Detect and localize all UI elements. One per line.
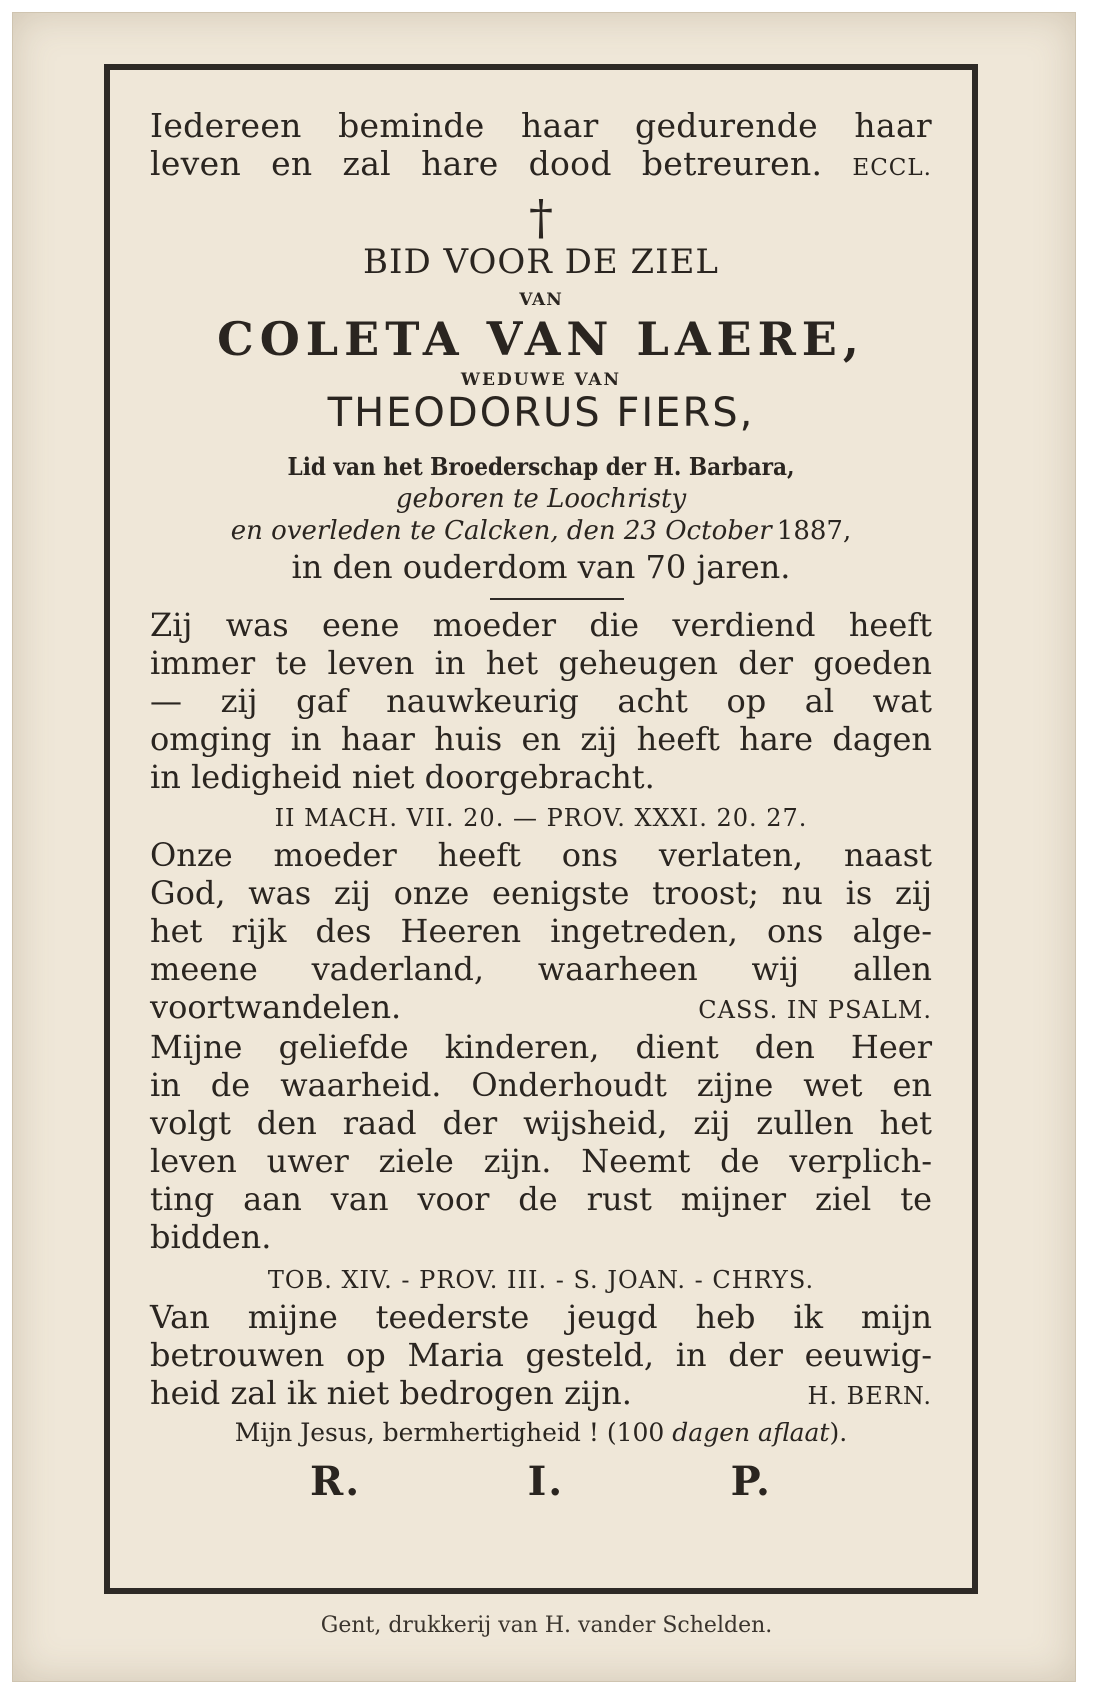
prayer-line — [150, 1418, 932, 1447]
epigraph-line-1: Iedereen beminde haar gedurende haar — [150, 106, 932, 145]
passage-1-reference: II MACH. VII. 20. — PROV. XXXI. 20. 27. — [274, 804, 808, 832]
passage-2-line: voortwandelen. — [150, 988, 402, 1026]
printer-imprint: Gent, drukkerij van H. vander Schelden. — [320, 1613, 773, 1638]
rip-letter: R. — [310, 1458, 362, 1505]
passage-2-line: het rijk des Heeren ingetreden, ons alge- — [150, 912, 932, 950]
passage-4-reference: H. BERN. — [807, 1382, 932, 1410]
passage-4-last-line — [150, 1374, 932, 1412]
age-line: in den ouderdom van 70 jaren. — [291, 548, 791, 586]
widow-of-label: WEDUWE VAN — [460, 370, 622, 390]
passage-2-line: Onze moeder heeft ons verlaten, naast — [150, 836, 932, 874]
passage-2-reference: CASS. IN PSALM. — [698, 996, 932, 1024]
rip-letter: P. — [730, 1458, 772, 1505]
passage-4-line: Van mijne teederste jeugd heb ik mijn — [150, 1298, 932, 1336]
passage-1-line: omging in haar huis en zij heeft hare dagen — [150, 720, 932, 758]
passage-1-line: Zij was eene moeder die verdiend heeft — [150, 606, 932, 644]
birth-line: geboren te Loochristy — [395, 484, 687, 514]
deceased-name: COLETA VAN LAERE, — [217, 312, 865, 366]
passage-3-line: volgt den raad der wijsheid, zij zullen het — [150, 1104, 932, 1142]
prayer-close: ). — [829, 1418, 848, 1447]
van-label: VAN — [519, 290, 563, 310]
epigraph-reference: ECCL. — [852, 155, 932, 181]
indulgence-text: dagen aflaat — [672, 1418, 830, 1447]
husband-name: THEODORUS FIERS, — [327, 390, 755, 436]
passage-3-reference: TOB. XIV. - PROV. III. - S. JOAN. - CHRYS. — [267, 1266, 815, 1294]
death-line — [150, 516, 932, 546]
passage-3-line: leven uwer ziele zijn. Neemt de verplich- — [150, 1142, 932, 1180]
passage-4-line: heid zal ik niet bedrogen zijn. — [150, 1374, 632, 1412]
passage-3-line: Mijne geliefde kinderen, dient den Heer — [150, 1028, 932, 1066]
passage-2-line: meene vaderland, waarheen wij allen — [150, 950, 932, 988]
black-border-frame — [104, 64, 978, 1594]
rip-line — [310, 1458, 772, 1505]
passage-2-line: God, was zij onze eenigste troost; nu is zij — [150, 874, 932, 912]
epigraph-text: leven en zal hare dood betreuren. — [150, 144, 823, 183]
epigraph-line-2 — [150, 144, 932, 183]
passage-4-line: betrouwen op Maria gesteld, in der eeuwig- — [150, 1336, 932, 1374]
passage-2-last-line — [150, 988, 932, 1026]
death-place-date: en overleden te Calcken, den 23 October — [230, 516, 772, 546]
card-text-area — [150, 90, 932, 1588]
death-year: 1887, — [776, 516, 852, 546]
divider-rule — [490, 598, 624, 600]
cross-icon: † — [529, 190, 553, 246]
membership-line: Lid van het Broederschap der H. Barbara, — [287, 452, 795, 481]
pray-heading: BID VOOR DE ZIEL — [363, 242, 719, 282]
passage-1-line: immer te leven in het geheugen der goeden — [150, 644, 932, 682]
prayer-text: Mijn Jesus, bermhertigheid ! (100 — [234, 1418, 665, 1447]
rip-letter: I. — [527, 1458, 565, 1505]
passage-1-line: in ledigheid niet doorgebracht. — [150, 758, 655, 796]
passage-3-line: ting aan van voor de rust mijner ziel te — [150, 1180, 932, 1218]
passage-3-line: in de waarheid. Onderhoudt zijne wet en — [150, 1066, 932, 1104]
passage-3-line: bidden. — [150, 1218, 272, 1256]
passage-1-line: — zij gaf nauwkeurig acht op al wat — [150, 682, 932, 720]
